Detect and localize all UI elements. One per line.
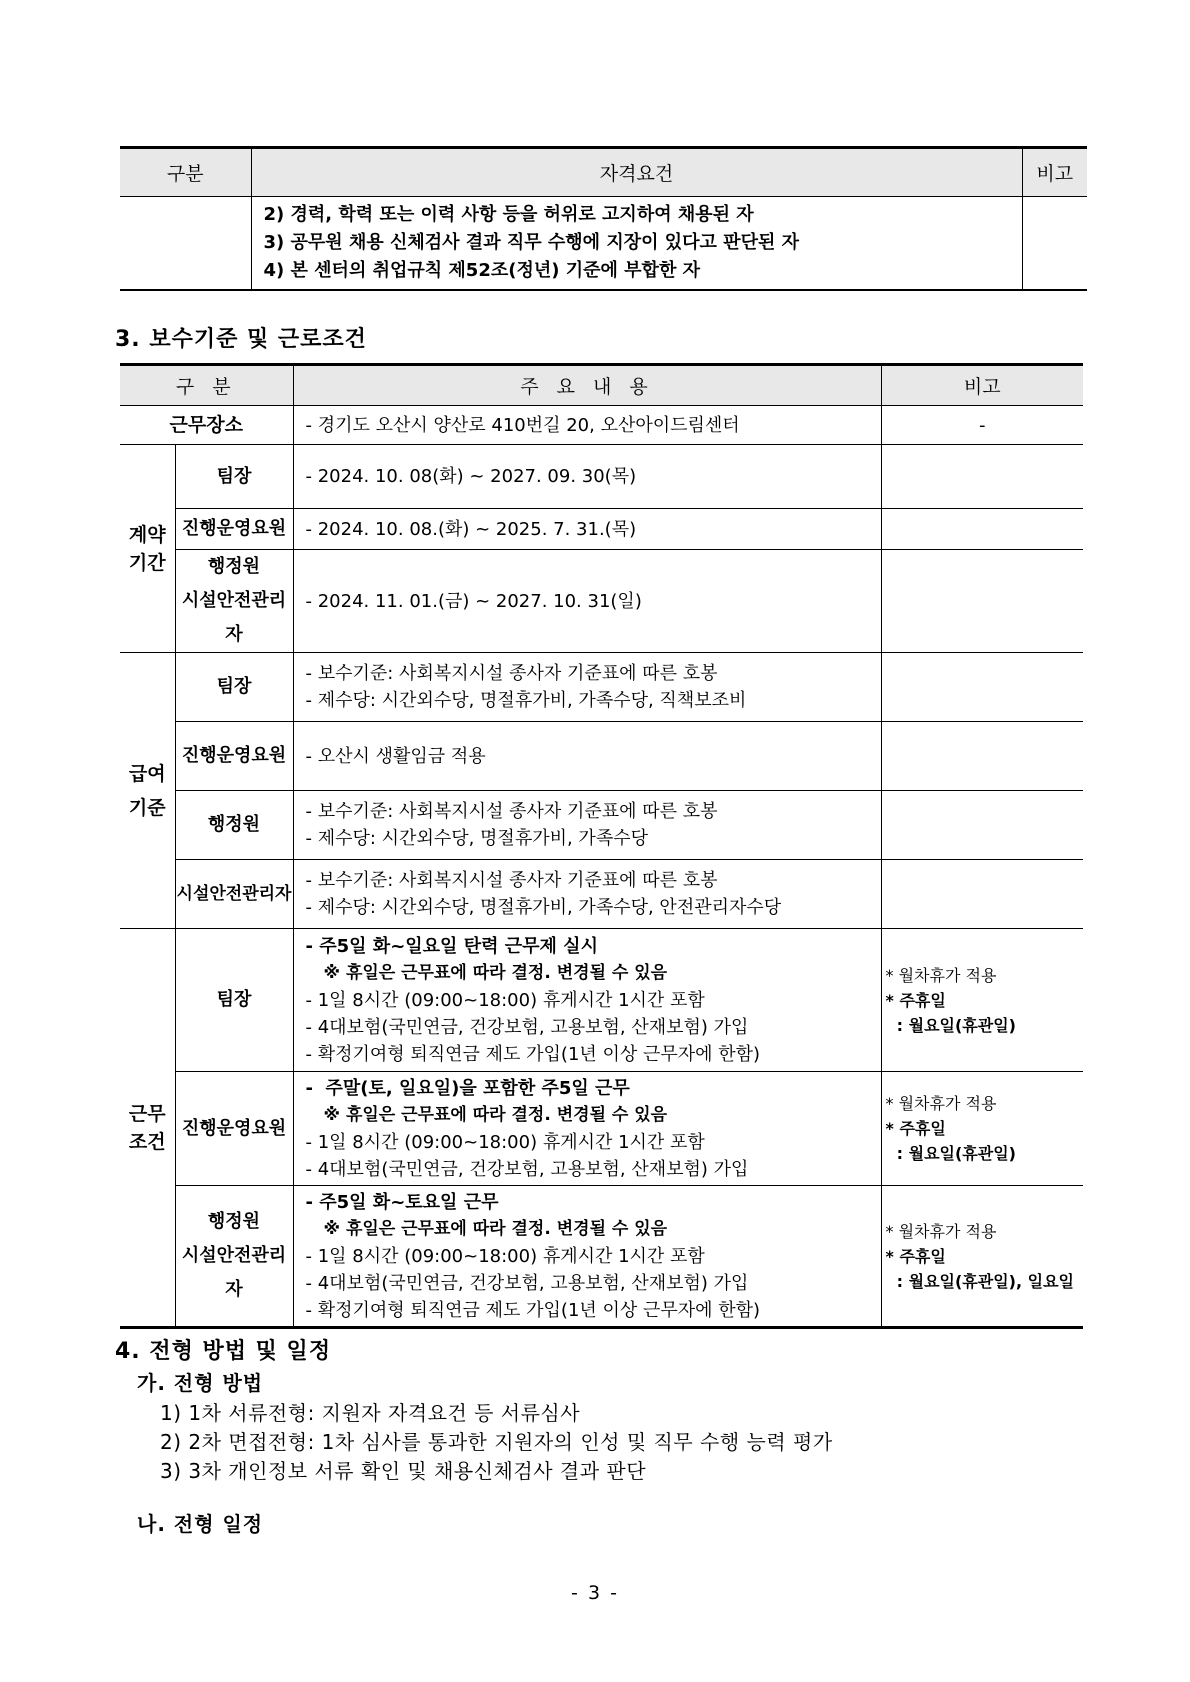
table-row — [120, 509, 1083, 550]
role-label: 진행운영요원 — [175, 722, 293, 791]
salary-content: - 보수기준: 사회복지시설 종사자 기준표에 따른 호봉 - 제수당: 시간외수당, 명절휴가비, 가족수당 — [293, 791, 881, 860]
table-row — [120, 406, 1083, 445]
list-item: 2) 2차 면접전형: 1차 심사를 통과한 지원자의 인성 및 직무 수행 능력 평가 — [160, 1430, 833, 1454]
work-note: * 월차휴가 적용 * 주휴일 : 월요일(휴관일), 일요일 — [881, 1186, 1083, 1328]
salary-label: 급여 기준 — [120, 653, 175, 929]
workplace-content: - 경기도 오산시 양산로 410번길 20, 오산아이드림센터 — [293, 406, 881, 445]
header-category: 구 분 — [120, 365, 293, 406]
table-row — [120, 550, 1083, 653]
table-row — [120, 197, 1087, 291]
contract-content: - 2024. 10. 08(화) ~ 2027. 09. 30(목) — [293, 445, 881, 509]
contract-content: - 2024. 10. 08.(화) ~ 2025. 7. 31.(목) — [293, 509, 881, 550]
list-item: 1) 1차 서류전형: 지원자 자격요건 등 서류심사 — [160, 1401, 581, 1425]
role-label: 행정원 시설안전관리자 — [175, 550, 293, 653]
role-label: 팀장 — [175, 929, 293, 1072]
list-item: 3) 3차 개인정보 서류 확인 및 채용신체검사 결과 판단 — [160, 1459, 647, 1483]
work-note: * 월차휴가 적용 * 주휴일 : 월요일(휴관일) — [881, 929, 1083, 1072]
workplace-label: 근무장소 — [120, 406, 293, 445]
table-row — [120, 1186, 1083, 1328]
table-row — [120, 653, 1083, 722]
table-row — [120, 791, 1083, 860]
header-content: 주 요 내 용 — [293, 365, 881, 406]
salary-conditions-table — [120, 363, 1083, 1329]
workplace-note: - — [881, 406, 1083, 445]
header-category: 구분 — [120, 148, 251, 197]
header-remarks: 비고 — [881, 365, 1083, 406]
list-item: 2) 경력, 학력 또는 이력 사항 등을 허위로 고지하여 채용된 자 — [263, 204, 754, 225]
role-label: 진행운영요원 — [175, 509, 293, 550]
role-label: 행정원 — [175, 791, 293, 860]
table-row — [120, 860, 1083, 929]
salary-content: - 오산시 생활임금 적용 — [293, 722, 881, 791]
qualification-table — [120, 146, 1087, 291]
work-content: - 주5일 화~토요일 근무 ※ 휴일은 근무표에 따라 결정. 변경될 수 있음 - 1일 8시간 (09:00~18:00) 휴게시간 1시간 포함 - 4대보험(국민연금, 건강보험, 고용보험, 산재보험) 가입 - 확정기여형 퇴직연금 제도 가입(1년 이상 근무자에 한함) — [293, 1186, 881, 1328]
work-content: - 주말(토, 일요일)을 포함한 주5일 근무 ※ 휴일은 근무표에 따라 결정. 변경될 수 있음 - 1일 8시간 (09:00~18:00) 휴게시간 1시간 포함 - 4대보험(국민연금, 건강보험, 고용보험, 산재보험) 가입 — [293, 1072, 881, 1186]
subsection-b-title: 나. 전형 일정 — [137, 1512, 264, 1536]
work-content: - 주5일 화~일요일 탄력 근무제 실시 ※ 휴일은 근무표에 따라 결정. 변경될 수 있음 - 1일 8시간 (09:00~18:00) 휴게시간 1시간 포함 - 4대보험(국민연금, 건강보험, 고용보험, 산재보험) 가입 - 확정기여형 퇴직연금 제도 가입(1년 이상 근무자에 한함) — [293, 929, 881, 1072]
list-item: 4) 본 센터의 취업규칙 제52조(정년) 기준에 부합한 자 — [263, 260, 700, 281]
header-qualification: 자격요건 — [251, 148, 1022, 197]
salary-content: - 보수기준: 사회복지시설 종사자 기준표에 따른 호봉 - 제수당: 시간외수당, 명절휴가비, 가족수당, 직책보조비 — [293, 653, 881, 722]
table-row — [120, 929, 1083, 1072]
role-label: 시설안전관리자 — [175, 860, 293, 929]
section-4-title: 4. 전형 방법 및 일정 — [115, 1339, 332, 1364]
page-number: - 3 - — [571, 1582, 619, 1604]
table-header-row — [120, 365, 1083, 406]
list-item: 3) 공무원 채용 신체검사 결과 직무 수행에 지장이 있다고 판단된 자 — [263, 232, 800, 253]
contract-label: 계약 기간 — [120, 445, 175, 653]
table-header-row — [120, 148, 1087, 197]
role-label: 팀장 — [175, 445, 293, 509]
section-3-title: 3. 보수기준 및 근로조건 — [115, 327, 367, 352]
table-row — [120, 722, 1083, 791]
role-label: 팀장 — [175, 653, 293, 722]
salary-content: - 보수기준: 사회복지시설 종사자 기준표에 따른 호봉 - 제수당: 시간외수당, 명절휴가비, 가족수당, 안전관리자수당 — [293, 860, 881, 929]
subsection-a-title: 가. 전형 방법 — [137, 1371, 264, 1395]
role-label: 진행운영요원 — [175, 1072, 293, 1186]
table-row — [120, 445, 1083, 509]
header-remarks: 비고 — [1022, 148, 1087, 197]
contract-content: - 2024. 11. 01.(금) ~ 2027. 10. 31(일) — [293, 550, 881, 653]
role-label: 행정원 시설안전관리자 — [175, 1186, 293, 1328]
table-row — [120, 1072, 1083, 1186]
work-note: * 월차휴가 적용 * 주휴일 : 월요일(휴관일) — [881, 1072, 1083, 1186]
qualification-lines — [251, 197, 1022, 291]
work-label: 근무 조건 — [120, 929, 175, 1328]
